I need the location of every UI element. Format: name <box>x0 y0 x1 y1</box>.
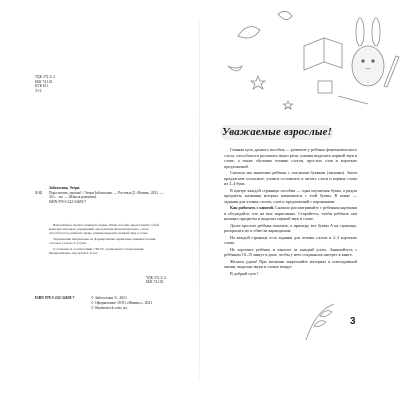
how-text: Сначала рассматривайте с ребёнком картинки и обсуждайте, что на них нарисовано. Старайтесь, чтобы ребёнок сам называл предметы и выделял первый звук в слове. <box>224 205 357 221</box>
bbk-line: ББК 74.102 <box>35 79 53 84</box>
udc-right-block <box>146 276 166 285</box>
bib-description: Пора читать, малыш! / Этери Заболотная. — Ростов н/Д : Феникс, 2021. — 30 с. : ил. — (Школа развития). <box>49 190 164 200</box>
paragraph: На каждой странице есть задания для чтения слогов и 2–3 коротких слова. <box>224 234 357 245</box>
page-heading: Уважаемые взрослые! <box>222 126 332 138</box>
annotation-paragraph: Составлено в соответствии с ФГОС дошкольного образования. Предназначено для детей 4–6 лет. <box>49 247 145 256</box>
paragraph: Желаем удачи! При желании закрепляйте материал в повседневной жизни, выделяя звуки в словах вокруг. <box>224 258 357 269</box>
star-icon <box>251 76 265 89</box>
author-mark-line: З-12 <box>35 88 42 93</box>
annotation <box>49 223 163 257</box>
annotation-paragraph: Ваш ребёнок сможет понимать буквы. Наше пособие представляет собой комплекс игровых упражнений для развития фонематического слуха, способности различать звуки, умения выделять первый звук в слове. <box>49 223 160 236</box>
paragraph: Не торопите ребёнка и хвалите за каждый успех. Занимайтесь с ребёнком 10–15 минут в день, чтобы у него сохранялся интерес к книге. <box>224 246 357 257</box>
open-book-icon <box>304 38 342 70</box>
how-label: Как работать с книгой. <box>230 205 275 210</box>
paragraph: В центре каждой страницы пособия — одна изучаемая буква, а рядом предметы, названия которых начинаются с этой буквы. В конце — задания для чтения слогов, слов и предложений с картинками. <box>224 187 357 204</box>
bunny-ear-icon <box>356 18 364 46</box>
paragraph: Главная цель данного пособия — развитие у ребёнка фонематического слуха, способности различать звуки речи, умения выделять первый звук в слове, а также обучение чтению слогов, простых слов и коротких предложений. <box>224 147 357 169</box>
bib-code: З-12 <box>35 190 42 195</box>
udc-right-line: УДК 372.3/.4 <box>146 276 166 280</box>
branch-icon <box>306 304 334 340</box>
copyright-line: © Оформление: ООО «Феникс», 2021 <box>91 300 153 305</box>
bibliographic-record <box>35 186 165 204</box>
pencil-icon <box>384 56 399 87</box>
bunny-ear-icon <box>372 18 380 46</box>
udc-line: УДК 372.3/.4 <box>35 75 55 79</box>
top-illustration <box>218 6 400 124</box>
closing-line: В добрый путь! <box>230 270 258 276</box>
leaf-icon <box>314 321 326 327</box>
isbn-number: ISBN 978-5-222-34658-7 <box>35 296 75 300</box>
udc-classification <box>35 75 55 93</box>
bib-isbn: ISBN 978-5-222-34658-7 <box>49 199 87 204</box>
leaf-icon <box>278 11 292 19</box>
copyright-line: © Shutterstock.com, ил. <box>91 305 129 310</box>
preface-text <box>224 147 357 277</box>
copyright-list <box>91 296 152 310</box>
bottom-illustration <box>300 296 340 346</box>
pencil-icon <box>338 96 368 104</box>
paragraph: Далее просите ребёнка показать, к примеру, все буквы А на странице, раскрасить их и обвести карандашом. <box>224 222 357 233</box>
bbk-right-line: ББК 74.102 <box>146 280 164 285</box>
ktk-line: КТК 611 <box>35 84 49 89</box>
box-icon <box>318 81 332 93</box>
bunny-icon <box>352 46 384 86</box>
author-line: Заболотная, Этери. <box>49 186 81 190</box>
leaf-icon <box>238 27 260 38</box>
copyright-line: © Заболотная Э., 2021 <box>91 296 127 300</box>
paragraph <box>224 205 357 222</box>
star-icon <box>284 101 293 109</box>
page-number: 3 <box>350 316 356 327</box>
leaf-icon <box>228 66 242 71</box>
paragraph: Сначала мы знакомим ребёнка с гласными буквами (звуками). Затем предлагаем согласные, учимся составлять и читать слоги и первые слова из 3–4 букв. <box>224 170 357 186</box>
annotation-paragraph: Упражнения направлены на формирование первичных навыков чтения слогов и слов из 3–4 букв. <box>49 237 156 246</box>
